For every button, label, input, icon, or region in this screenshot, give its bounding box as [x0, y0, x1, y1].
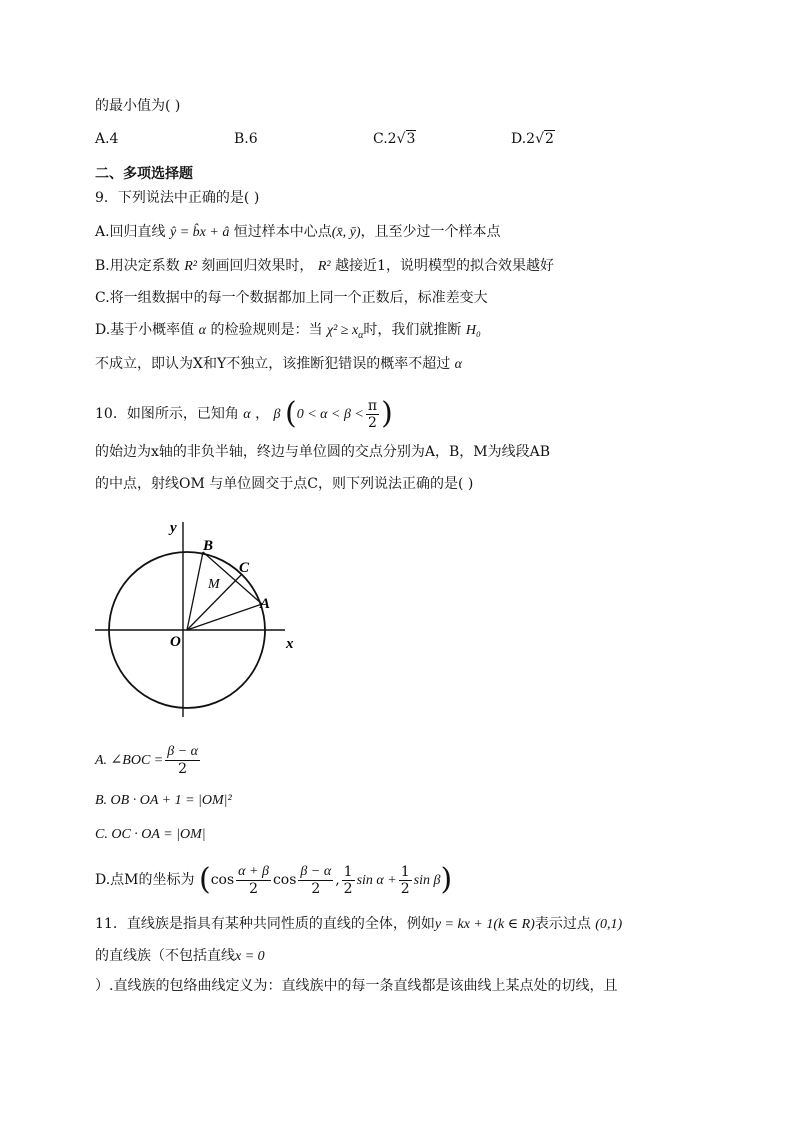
point-m-label: M	[208, 577, 220, 592]
point-c-label: C	[239, 560, 250, 576]
q10-option-b: B. OB · OA + 1 = |OM|²	[95, 793, 232, 808]
origin-label: O	[170, 634, 181, 650]
q8-option-a: A.4	[95, 131, 119, 147]
q10-option-c: C. OC · OA = |OM|	[95, 827, 206, 842]
y-axis-label: y	[170, 520, 177, 536]
regression-formula: ŷ = b̂x + â	[170, 225, 230, 240]
q10-line2: 的始边为x轴的非负半轴，终边与单位圆的交点分别为A，B，M为线段AB	[95, 444, 551, 460]
q11-line2: 的直线族（不包括直线x = 0	[95, 948, 265, 964]
q9-stem: 9．下列说法中正确的是( )	[95, 190, 260, 206]
q10-stem: 10．如图所示，已知角 α ， β (0 < α < β < $\frac{\pi}{2}$ )	[95, 396, 393, 431]
section-title: 二、多项选择题	[95, 166, 193, 182]
point-a-label: A	[260, 596, 271, 612]
point-b-label: B	[203, 538, 214, 554]
q8-stem-tail: 的最小值为( )	[95, 98, 181, 114]
q9-option-c: C.将一组数据中的每一个数据都加上同一个正数后，标准差变大	[95, 290, 488, 306]
q8-option-b: B.6	[234, 131, 258, 147]
q9-option-d-continued: 不成立，即认为X和Y不独立，该推断犯错误的概率不超过 α	[95, 356, 463, 372]
q11-line1: 11．直线族是指具有某种共同性质的直线的全体，例如y = kx + 1(k ∈ R)表示过点 (0,1)	[95, 916, 623, 932]
q9-option-b: B.用决定系数 R² 刻画回归效果时， R² 越接近1，说明模型的拟合效果越好	[95, 258, 554, 274]
q9-option-a: A.回归直线 ŷ = b̂x + â 恒过样本中心点(x̄, ȳ)，且至少过一个样本点	[95, 224, 501, 240]
q10-option-a: A. ∠BOC = $\frac{\beta - \alpha}{2}$	[95, 744, 199, 777]
q10-option-d: D.点M的坐标为 (cos $\frac{\alpha + \beta}{2}$ cos $\frac{\beta - \alpha}{2}$ , $\frac{1}{2}$ sin α + $\frac{1}{2}$ sin β)	[95, 862, 453, 897]
unit-circle-figure	[90, 512, 310, 722]
x-axis-label: x	[286, 636, 294, 652]
q11-line3: ）.直线族的包络曲线定义为：直线族中的每一条直线都是该曲线上某点处的切线，且	[95, 978, 618, 994]
q10-line3: 的中点，射线OM 与单位圆交于点C，则下列说法正确的是( )	[95, 476, 474, 492]
q9-option-d: D.基于小概率值 α 的检验规则是：当 $\chi^2 \ge x_\alpha$时，我们就推断 H₀	[95, 322, 481, 341]
q8-option-d: D.2√2	[511, 131, 554, 147]
q8-option-c: C.2√3	[373, 131, 416, 147]
